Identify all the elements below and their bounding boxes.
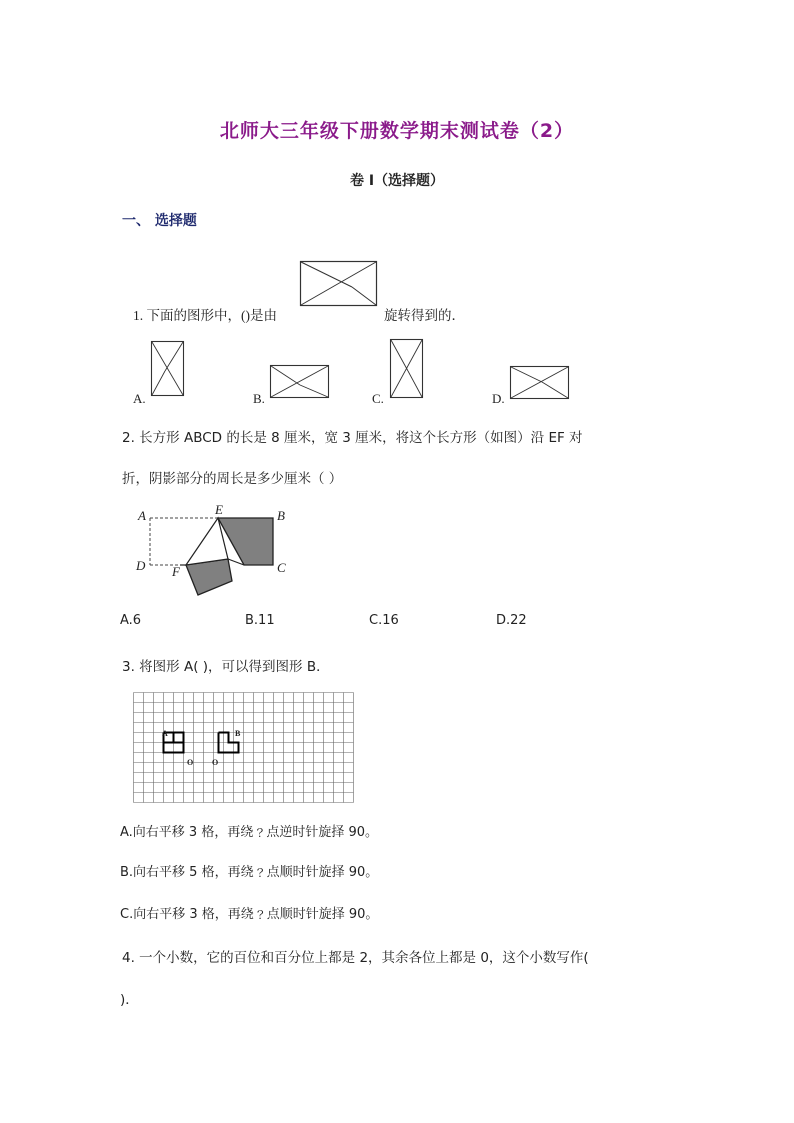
section-heading: 一、 选择题 xyxy=(122,213,197,229)
q2-prompt-line2: 折，阴影部分的周长是多少厘米（ ） xyxy=(122,471,343,487)
q3-label-o-left: O xyxy=(187,758,194,767)
q3-label-o-right: O xyxy=(212,758,219,767)
q3-option-b[interactable]: B.向右平移 5 格，再绕﹖点顺时针旋择 90。 xyxy=(120,865,379,880)
q3-label-a: A xyxy=(162,729,168,738)
q3-grid-figure xyxy=(133,692,355,802)
q2-label-b: B xyxy=(277,508,285,523)
q2-label-d: D xyxy=(136,558,146,573)
q1-option-d-figure xyxy=(510,366,570,400)
q3-label-b: B xyxy=(235,729,241,738)
q3-prompt: 3. 将图形 A( )，可以得到图形 B． xyxy=(122,659,330,675)
q1-prompt: 1. 下面的图形中，()是由 xyxy=(133,308,277,323)
q1-option-b-figure xyxy=(270,365,330,399)
q1-reference-figure xyxy=(300,261,378,307)
q4-prompt-line1: 4. 一个小数，它的百位和百分位上都是 2，其余各位上都是 0，这个小数写作( xyxy=(122,950,589,966)
q1-option-a-figure xyxy=(151,341,185,397)
q2-option-c[interactable]: C.16 xyxy=(369,613,399,628)
q3-option-c[interactable]: C.向右平移 3 格，再绕﹖点顺时针旋择 90。 xyxy=(120,907,379,922)
exam-part-subtitle: 卷 I（选择题） xyxy=(349,173,445,189)
q1-option-c-figure xyxy=(390,339,424,399)
q2-option-a[interactable]: A.6 xyxy=(120,613,142,628)
q2-label-e: E xyxy=(215,502,223,517)
q1-prompt-tail: 旋转得到的． xyxy=(384,308,465,324)
q2-prompt-line1: 2. 长方形 ABCD 的长是 8 厘米，宽 3 厘米，将这个长方形（如图）沿 EF 对 xyxy=(122,430,583,446)
q2-label-f: F xyxy=(172,564,180,579)
q2-option-d[interactable]: D.22 xyxy=(496,613,527,628)
q1-option-b[interactable]: B. xyxy=(253,391,265,406)
q3-option-a[interactable]: A.向右平移 3 格，再绕﹖点逆时针旋择 90。 xyxy=(120,825,379,840)
q1-option-d[interactable]: D. xyxy=(492,391,505,406)
q2-folded-rectangle-figure xyxy=(130,503,300,603)
q4-prompt-line2: )． xyxy=(120,992,139,1008)
q1-option-c[interactable]: C. xyxy=(372,391,384,406)
q2-label-c: C xyxy=(277,560,286,575)
q2-option-b[interactable]: B.11 xyxy=(245,613,275,628)
q2-label-a: A xyxy=(138,508,146,523)
page-title: 北师大三年级下册数学期末测试卷（2） xyxy=(219,120,575,142)
q1-option-a[interactable]: A. xyxy=(133,391,146,406)
